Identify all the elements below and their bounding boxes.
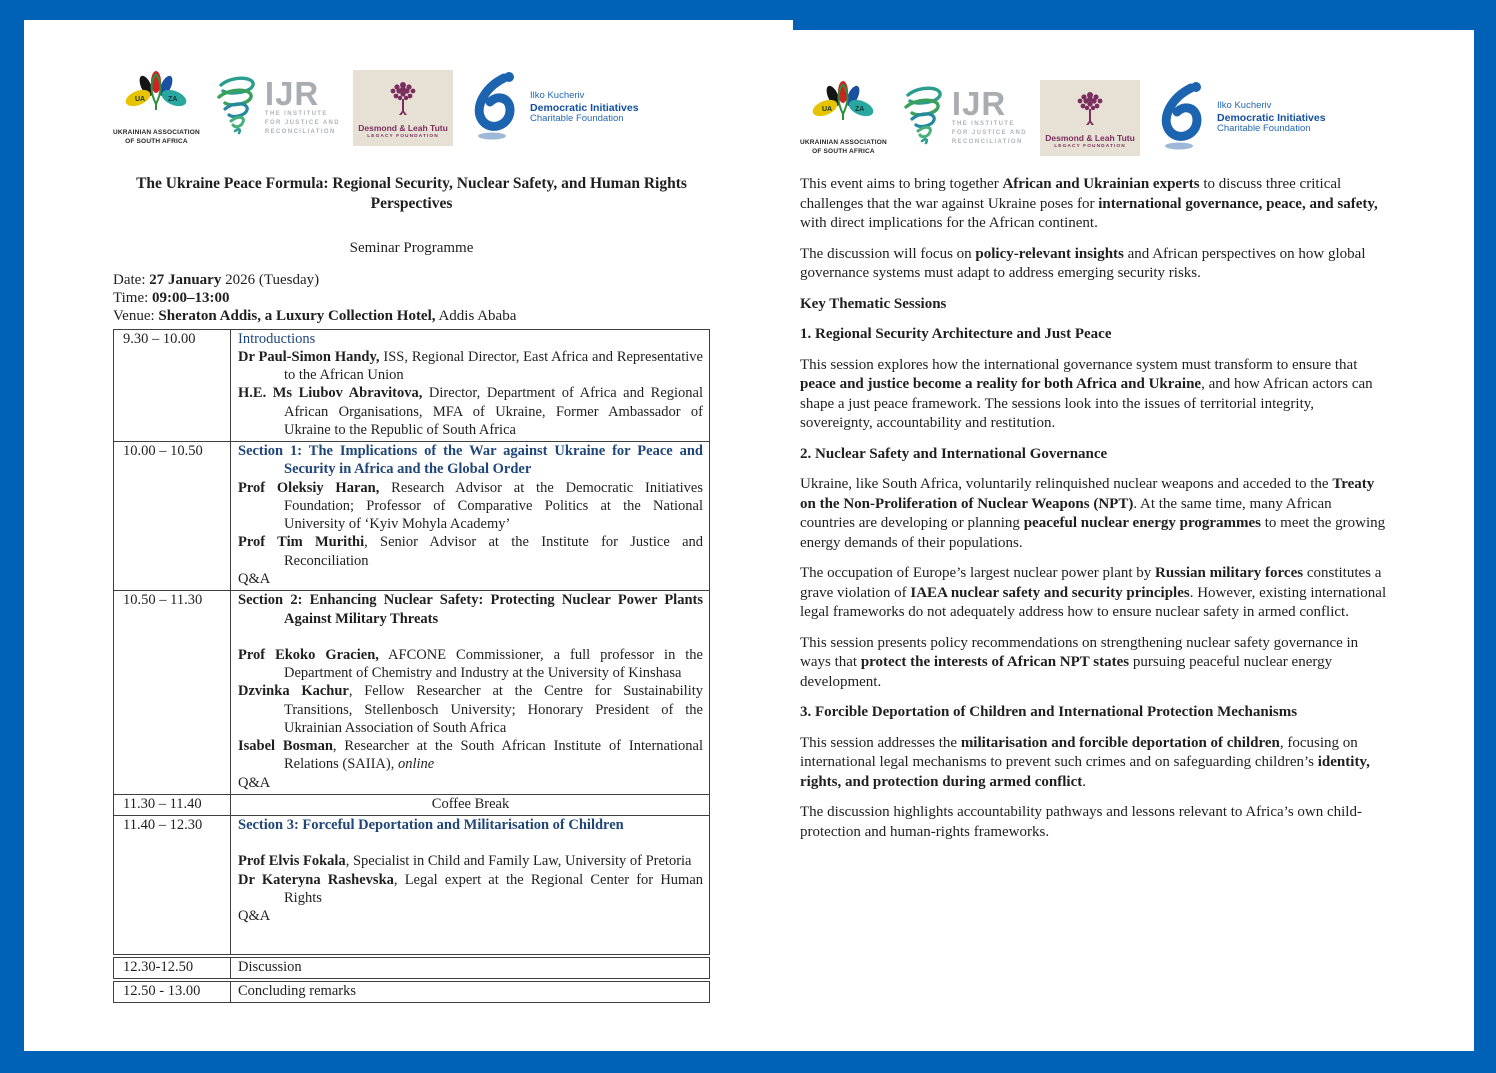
paragraph: This session explores how the international governance system must transform to ensure that peace and justice become a reality for both Africa and Ukraine, and how African actors can shape a just peace framework. The sessions look into the issues of territorial integrity, sovereignty, accountability and restitution. (800, 356, 1373, 431)
time-cell: 9.30 – 10.00 (123, 330, 196, 347)
ijr-caption-line2: FOR JUSTICE AND (951, 130, 1028, 137)
session-line (238, 834, 703, 852)
paper (24, 20, 1474, 1051)
dif-d-icon (466, 70, 524, 147)
event-meta (113, 271, 710, 326)
section-heading: Key Thematic Sessions (800, 295, 947, 312)
ijr-wordmark: IJR (951, 84, 1007, 122)
uasa-caption-line2: OF SOUTH AFRICA (125, 137, 188, 145)
tutu-logo (353, 70, 453, 146)
session-line: Prof Oleksiy Haran, Research Advisor at the Democratic Initiatives Foundation; Professor of Comparative Politics at the National University of ‘Kyiv Mohyla Academy’ (238, 479, 703, 533)
schedule-row (113, 329, 710, 443)
time-cell: 10.50 – 11.30 (123, 592, 203, 609)
section-heading: 1. Regional Security Architecture and Just Peace (800, 326, 1112, 342)
session-cell (230, 958, 709, 978)
tutu-subtitle: LEGACY FOUNDATION (1054, 144, 1126, 149)
left-page (113, 20, 710, 1003)
section-heading: 3. Forcible Deportation of Children and International Protection Mechanisms (800, 704, 1298, 720)
svg-text:ZA: ZA (855, 106, 865, 114)
event-time: Time: 09:00–13:00 (113, 289, 230, 306)
session-line: Isabel Bosman, Researcher at the South African Institute of International Relations (SAIIA), online (238, 738, 703, 773)
uasa-caption-line1: UKRAINIAN ASSOCIATION (113, 129, 200, 137)
session-line: Section 2: Enhancing Nuclear Safety: Protecting Nuclear Power Plants Against Military Threats (238, 592, 703, 627)
session-cell (230, 330, 709, 442)
logo-strip-left (113, 66, 710, 150)
session-line: Q&A (238, 571, 271, 587)
uasa-logo (113, 70, 200, 145)
session-line: Section 1: The Implications of the War against Ukraine for Peace and Security in Africa and the Global Order (238, 443, 703, 478)
paragraph: This session addresses the militarisation and forcible deportation of children, focusing on international legal mechanisms to prevent such crimes and on safeguarding children’s identity, rights, and protection during armed conflict. (800, 734, 1370, 790)
tutu-title: Desmond & Leah Tutu (1045, 133, 1135, 143)
dif-logo (466, 70, 639, 147)
session-line: H.E. Ms Liubov Abravitova, Director, Department of Africa and Regional African Organisations, MFA of Ukraine, Former Ambassador of Ukraine to the Republic of South Africa (238, 385, 704, 438)
event-date: Date: 27 January 2026 (Tuesday) (113, 271, 320, 288)
session-line (238, 628, 703, 646)
schedule-row (113, 957, 710, 979)
schedule-row (113, 590, 710, 795)
svg-text:UA: UA (822, 106, 833, 114)
schedule-table (113, 329, 710, 1004)
session-line: Dr Paul-Simon Handy, ISS, Regional Director, East Africa and Representative to the African Union (238, 348, 703, 384)
ijr-caption-line1: THE INSTITUTE (951, 121, 1015, 128)
time-cell: 12.50 - 13.00 (123, 982, 201, 999)
ijr-caption-line1: THE INSTITUTE (264, 111, 328, 118)
session-line: Prof Ekoko Gracien, AFCONE Commissioner, a full professor in the Department of Chemistry and Industry at the University of Kinshasa (238, 646, 703, 682)
schedule-row (113, 815, 710, 954)
dif-line2: Democratic Initiatives (530, 101, 639, 114)
paragraph: This session presents policy recommendations on strengthening nuclear safety governance in ways that protect the interests of African NPT states pursuing peaceful nuclear energy development. (800, 634, 1359, 690)
dif-logo (1153, 80, 1326, 157)
document-subtitle: Seminar Programme (349, 239, 474, 256)
tutu-title: Desmond & Leah Tutu (358, 123, 448, 133)
uasa-flower-icon (807, 80, 879, 139)
session-line: Dr Kateryna Rashevska, Legal expert at the Regional Center for Human Rights (238, 871, 703, 906)
dif-line3: Charitable Foundation (530, 113, 624, 125)
session-overview (800, 175, 1390, 842)
tutu-logo (1040, 80, 1140, 156)
ijr-swirl-icon (213, 73, 261, 144)
time-cell: 11.40 – 12.30 (123, 817, 203, 834)
session-cell (230, 442, 709, 590)
session-line (238, 926, 703, 952)
session-line: Concluding remarks (238, 982, 356, 999)
ijr-logo (213, 73, 340, 144)
ijr-wordmark: IJR (264, 74, 320, 112)
tutu-tree-icon (1068, 87, 1112, 132)
session-cell (230, 591, 709, 794)
uasa-flower-icon (120, 70, 192, 129)
session-line: Coffee Break (431, 795, 510, 812)
tutu-tree-icon (381, 77, 425, 122)
session-cell (230, 795, 709, 815)
session-line: Prof Tim Murithi, Senior Advisor at the Institute for Justice and Reconciliation (238, 534, 703, 569)
logo-strip-right (800, 76, 1390, 160)
ijr-caption-line3: RECONCILIATION (264, 129, 336, 136)
time-cell: 10.00 – 10.50 (123, 443, 203, 460)
dif-line1: Ilko Kucheriv (1217, 100, 1272, 112)
session-line: Prof Elvis Fokala, Specialist in Child and Family Law, University of Pretoria (238, 853, 692, 870)
session-line: Q&A (238, 774, 271, 791)
uasa-caption-line2: OF SOUTH AFRICA (812, 147, 875, 155)
time-cell: 12.30-12.50 (123, 958, 194, 975)
dif-line2: Democratic Initiatives (1217, 111, 1326, 124)
session-line: Introductions (238, 330, 316, 347)
event-venue: Venue: Sheraton Addis, a Luxury Collection Hotel, Addis Ababa (113, 308, 517, 325)
page-seam (793, 20, 1474, 30)
dif-line1: Ilko Kucheriv (530, 90, 585, 102)
ijr-caption-line2: FOR JUSTICE AND (264, 120, 341, 127)
time-cell: 11.30 – 11.40 (123, 795, 202, 812)
svg-text:ZA: ZA (168, 96, 178, 104)
session-cell (230, 816, 709, 953)
session-line: Discussion (238, 958, 302, 975)
session-line: Section 3: Forceful Deportation and Militarisation of Children (238, 817, 624, 834)
dif-d-icon (1153, 80, 1211, 157)
session-line: Q&A (238, 908, 271, 925)
paragraph: The occupation of Europe’s largest nuclear power plant by Russian military forces constitutes a grave violation of IAEA nuclear safety and security principles. However, existing international legal frameworks do not adequately address how to ensure nuclear safety in armed conflict. (800, 565, 1387, 620)
ijr-swirl-icon (900, 83, 948, 154)
paragraph: Ukraine, like South Africa, voluntarily relinquished nuclear weapons and acceded to the Treaty on the Non-Proliferation of Nuclear Weapons (NPT). At the same time, many African countries are developing or planning peaceful nuclear energy programmes to meet the growing energy demands of their populations. (800, 476, 1386, 551)
uasa-logo (800, 80, 887, 155)
document-title: The Ukraine Peace Formula: Regional Security, Nuclear Safety, and Human Rights Perspectives (136, 175, 687, 212)
paragraph: The discussion will focus on policy-relevant insights and African perspectives on how global governance systems must adapt to address emerging security risks. (800, 245, 1366, 281)
ijr-caption-line3: RECONCILIATION (951, 139, 1023, 146)
session-cell (230, 982, 709, 1002)
schedule-row (113, 794, 710, 816)
tutu-subtitle: LEGACY FOUNDATION (367, 134, 439, 139)
schedule-row (113, 441, 710, 591)
paragraph: This event aims to bring together African and Ukrainian experts to discuss three critical challenges that the war against Ukraine poses for international governance, peace, and safety, with direct implications for the African continent. (800, 176, 1378, 231)
ijr-logo (900, 83, 1027, 154)
schedule-row (113, 981, 710, 1003)
svg-text:UA: UA (135, 96, 146, 104)
uasa-caption-line1: UKRAINIAN ASSOCIATION (800, 139, 887, 147)
session-line: Dzvinka Kachur, Fellow Researcher at the Centre for Sustainability Transitions, Stellenbosch University; Honorary President of the Ukrainian Association of South Africa (238, 683, 703, 736)
right-page (800, 30, 1390, 853)
section-heading: 2. Nuclear Safety and International Governance (800, 445, 1108, 462)
dif-line3: Charitable Foundation (1217, 123, 1311, 135)
paragraph: The discussion highlights accountability pathways and lessons relevant to Africa’s own child-protection and human-rights frameworks. (800, 804, 1362, 840)
